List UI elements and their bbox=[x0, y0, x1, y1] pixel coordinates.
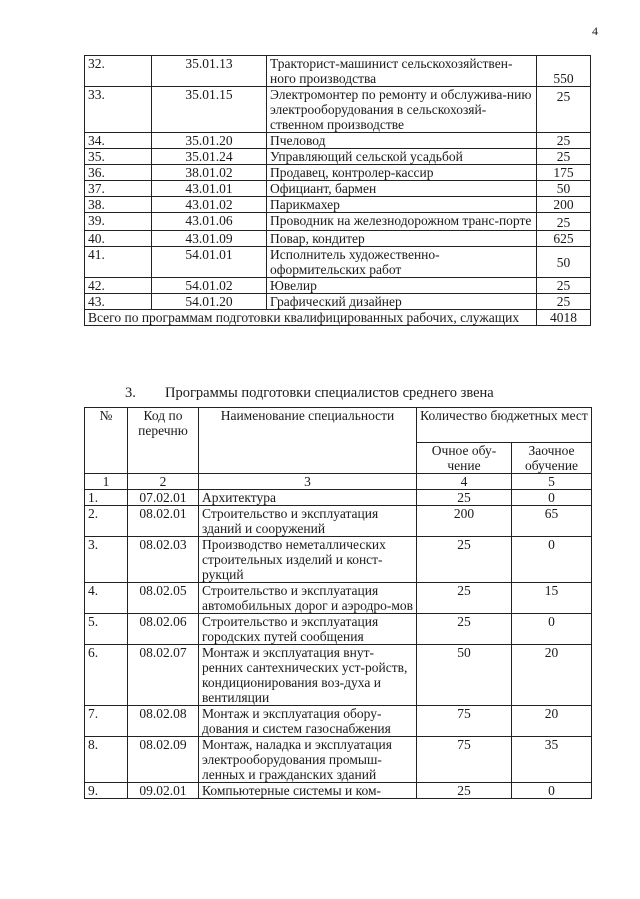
row-number: 8. bbox=[85, 737, 128, 783]
row-number: 4. bbox=[85, 583, 128, 614]
row-number: 38. bbox=[85, 197, 152, 213]
table-row bbox=[85, 87, 591, 133]
program-code: 35.01.20 bbox=[152, 133, 267, 149]
row-number: 39. bbox=[85, 213, 152, 231]
program-code: 54.01.01 bbox=[152, 247, 267, 278]
row-number: 41. bbox=[85, 247, 152, 278]
row-number: 35. bbox=[85, 149, 152, 165]
table-row bbox=[85, 165, 591, 181]
section-title: Программы подготовки специалистов среднего звена bbox=[165, 385, 494, 401]
table-row bbox=[85, 278, 591, 294]
program-code: 43.01.01 bbox=[152, 181, 267, 197]
budget-places: 25 bbox=[537, 294, 591, 310]
total-value: 4018 bbox=[537, 310, 591, 326]
specialty-code: 08.02.08 bbox=[128, 706, 199, 737]
budget-places: 50 bbox=[537, 181, 591, 197]
part-time-places: 65 bbox=[512, 506, 592, 537]
row-number: 34. bbox=[85, 133, 152, 149]
specialty-code: 08.02.05 bbox=[128, 583, 199, 614]
budget-places: 25 bbox=[537, 149, 591, 165]
specialty-code: 08.02.03 bbox=[128, 537, 199, 583]
specialty-name: Строительство и эксплуатация городских путей сообщения bbox=[199, 614, 417, 645]
page-number: 4 bbox=[592, 24, 598, 38]
table-row bbox=[85, 583, 592, 614]
specialty-name: Монтаж, наладка и эксплуатация электрооборудования промыш-ленных и гражданских зданий bbox=[199, 737, 417, 783]
program-code: 54.01.20 bbox=[152, 294, 267, 310]
budget-places: 200 bbox=[537, 197, 591, 213]
part-time-places: 0 bbox=[512, 490, 592, 506]
index-cell: 5 bbox=[512, 474, 592, 490]
full-time-places: 200 bbox=[417, 506, 512, 537]
row-number: 33. bbox=[85, 87, 152, 133]
table-row bbox=[85, 213, 591, 231]
specialty-code: 08.02.01 bbox=[128, 506, 199, 537]
program-code: 54.01.02 bbox=[152, 278, 267, 294]
budget-places: 550 bbox=[537, 56, 591, 87]
specialists-table bbox=[84, 407, 592, 799]
program-name: Ювелир bbox=[267, 278, 537, 294]
table-row bbox=[85, 181, 591, 197]
part-time-places: 0 bbox=[512, 783, 592, 799]
program-code: 35.01.15 bbox=[152, 87, 267, 133]
table-row bbox=[85, 645, 592, 706]
program-name: Исполнитель художественно-оформительских работ bbox=[267, 247, 537, 278]
specialty-name: Архитектура bbox=[199, 490, 417, 506]
full-time-places: 25 bbox=[417, 537, 512, 583]
budget-places: 175 bbox=[537, 165, 591, 181]
table-row bbox=[85, 537, 592, 583]
table-row bbox=[85, 133, 591, 149]
budget-places: 25 bbox=[537, 87, 591, 133]
header-name: Наименование специальности bbox=[199, 408, 417, 474]
part-time-places: 35 bbox=[512, 737, 592, 783]
program-code: 43.01.09 bbox=[152, 231, 267, 247]
row-number: 42. bbox=[85, 278, 152, 294]
row-number: 40. bbox=[85, 231, 152, 247]
specialty-name: Компьютерные системы и ком- bbox=[199, 783, 417, 799]
full-time-places: 25 bbox=[417, 490, 512, 506]
row-number: 36. bbox=[85, 165, 152, 181]
row-number: 6. bbox=[85, 645, 128, 706]
table-row bbox=[85, 506, 592, 537]
full-time-places: 25 bbox=[417, 614, 512, 645]
program-code: 35.01.24 bbox=[152, 149, 267, 165]
row-number: 2. bbox=[85, 506, 128, 537]
index-row bbox=[85, 474, 592, 490]
program-name: Продавец, контролер-кассир bbox=[267, 165, 537, 181]
program-name: Электромонтер по ремонту и обслужива-нию электрооборудования в сельскохозяй-ственном производстве bbox=[267, 87, 537, 133]
row-number: 1. bbox=[85, 490, 128, 506]
total-row bbox=[85, 310, 591, 326]
part-time-places: 0 bbox=[512, 537, 592, 583]
header-part-time: Заочное обучение bbox=[512, 443, 592, 474]
section-heading bbox=[125, 385, 494, 402]
program-code: 35.01.13 bbox=[152, 56, 267, 87]
table-row bbox=[85, 231, 591, 247]
index-cell: 3 bbox=[199, 474, 417, 490]
table-row bbox=[85, 706, 592, 737]
part-time-places: 20 bbox=[512, 706, 592, 737]
program-name: Парикмахер bbox=[267, 197, 537, 213]
program-name: Официант, бармен bbox=[267, 181, 537, 197]
program-code: 43.01.06 bbox=[152, 213, 267, 231]
program-name: Управляющий сельской усадьбой bbox=[267, 149, 537, 165]
table-row bbox=[85, 737, 592, 783]
table-row bbox=[85, 490, 592, 506]
section-number: 3. bbox=[125, 385, 136, 401]
full-time-places: 75 bbox=[417, 737, 512, 783]
specialty-name: Монтаж и эксплуатация внут-ренних сантехнических уст-ройств, кондиционирования воз-духа и вентиляции bbox=[199, 645, 417, 706]
table-row bbox=[85, 783, 592, 799]
table-row bbox=[85, 149, 591, 165]
qualified-workers-table bbox=[84, 55, 591, 326]
specialty-code: 09.02.01 bbox=[128, 783, 199, 799]
full-time-places: 75 bbox=[417, 706, 512, 737]
full-time-places: 50 bbox=[417, 645, 512, 706]
specialty-name: Строительство и эксплуатация автомобильных дорог и аэродро-мов bbox=[199, 583, 417, 614]
row-number: 43. bbox=[85, 294, 152, 310]
part-time-places: 20 bbox=[512, 645, 592, 706]
program-code: 43.01.02 bbox=[152, 197, 267, 213]
specialty-code: 08.02.07 bbox=[128, 645, 199, 706]
budget-places: 625 bbox=[537, 231, 591, 247]
specialty-name: Производство неметаллических строительных изделий и конст-рукций bbox=[199, 537, 417, 583]
specialty-code: 07.02.01 bbox=[128, 490, 199, 506]
program-code: 38.01.02 bbox=[152, 165, 267, 181]
index-cell: 4 bbox=[417, 474, 512, 490]
total-label: Всего по программам подготовки квалифицированных рабочих, служащих bbox=[85, 310, 537, 326]
specialty-code: 08.02.09 bbox=[128, 737, 199, 783]
row-number: 9. bbox=[85, 783, 128, 799]
specialty-name: Строительство и эксплуатация зданий и сооружений bbox=[199, 506, 417, 537]
header-code: Код по перечню bbox=[128, 408, 199, 474]
program-name: Тракторист-машинист сельскохозяйствен-ного производства bbox=[267, 56, 537, 87]
index-cell: 1 bbox=[85, 474, 128, 490]
specialty-name: Монтаж и эксплуатация обору-дования и систем газоснабжения bbox=[199, 706, 417, 737]
row-number: 5. bbox=[85, 614, 128, 645]
part-time-places: 15 bbox=[512, 583, 592, 614]
program-name: Пчеловод bbox=[267, 133, 537, 149]
budget-places: 25 bbox=[537, 213, 591, 231]
row-number: 7. bbox=[85, 706, 128, 737]
program-name: Графический дизайнер bbox=[267, 294, 537, 310]
budget-places: 25 bbox=[537, 133, 591, 149]
table-header-row bbox=[85, 408, 592, 443]
program-name: Повар, кондитер bbox=[267, 231, 537, 247]
table-row bbox=[85, 247, 591, 278]
part-time-places: 0 bbox=[512, 614, 592, 645]
program-name: Проводник на железнодорожном транс-порте bbox=[267, 213, 537, 231]
row-number: 3. bbox=[85, 537, 128, 583]
full-time-places: 25 bbox=[417, 583, 512, 614]
table-row bbox=[85, 614, 592, 645]
specialty-code: 08.02.06 bbox=[128, 614, 199, 645]
header-quantity: Количество бюджетных мест bbox=[417, 408, 592, 443]
table-row bbox=[85, 197, 591, 213]
header-full-time: Очное обу-чение bbox=[417, 443, 512, 474]
row-number: 32. bbox=[85, 56, 152, 87]
table-row bbox=[85, 294, 591, 310]
table-row bbox=[85, 56, 591, 87]
budget-places: 50 bbox=[537, 247, 591, 278]
row-number: 37. bbox=[85, 181, 152, 197]
full-time-places: 25 bbox=[417, 783, 512, 799]
budget-places: 25 bbox=[537, 278, 591, 294]
index-cell: 2 bbox=[128, 474, 199, 490]
header-number: № bbox=[85, 408, 128, 474]
